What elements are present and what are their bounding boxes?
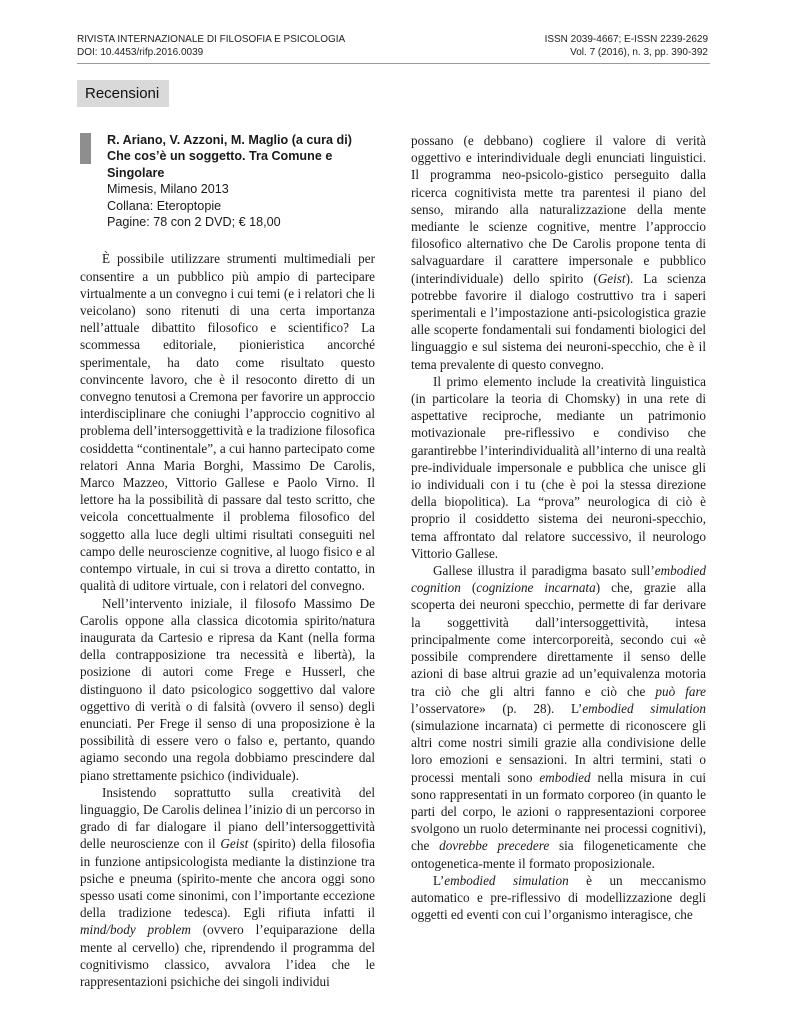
text-run: (simulazione incarnata) ci permette di riconoscere gli altri come nostri simili grazie alla condivisione delle loro emozioni e sensazioni. In altri termini, stati o processi mentali sono <box>411 717 706 785</box>
issn: ISSN 2039-4667; E-ISSN 2239-2629 <box>544 34 708 45</box>
book-pages: Pagine: 78 con 2 DVD; € 18,00 <box>107 215 281 230</box>
text-run: Gallese illustra il paradigma basato sull’ <box>433 563 655 579</box>
italic-text: embodied simulation <box>444 872 569 888</box>
body-paragraph <box>411 562 706 872</box>
book-authors: R. Ariano, V. Azzoni, M. Maglio (a cura di) <box>107 133 352 147</box>
italic-text: embodied <box>539 769 591 785</box>
text-run: Nell’intervento iniziale, il filosofo Massimo De Carolis oppone alla classica dicotomia spirito/natura inaugurata da Cartesio e ripresa da Kant (nella forma della contrapposizione tra necessità e libertà), la posizione di autori come Frege e Husserl, che distinguono il dato psicologico soggettivo dal valore oggettivo di verità o di falsità (ovvero il senso) degli enunciati. Per Frege il senso di una proposizione è la possibilità di essere vero o falso e, pertanto, quando agiamo secondo una regola dobbiamo prescindere dal piano strettamente psichico (individuale). <box>80 595 375 783</box>
body-paragraph <box>411 132 706 373</box>
header-right <box>545 33 708 59</box>
volume-info: Vol. 7 (2016), n. 3, pp. 390-392 <box>570 47 708 58</box>
text-run: (ovvero l’equiparazione della mente al cervello) che, riprendendo il programma del cognitivismo classico, avvalora l’idea che le rappresentazioni psichiche dei singoli individui <box>80 922 376 989</box>
text-run: (spirito) della filosofia in funzione antipsicologista mediante la distinzione tra psiche e pneuma (spirito-mente che ancora oggi sono spesso usati come sinonimi, con l’importante eccezione della tradizione tedesca). Egli rifiuta infatti il <box>80 836 375 921</box>
body-paragraph <box>411 373 706 562</box>
text-run: possano (e debbano) cogliere il valore di verità oggettivo e interindividuale degli enunciati linguistici. Il programma neo-psicolo-gistico perseguito dalla ricerca cognitivista mette tra parentesi il piano del senso, mirando alla naturalizzazione della mente mediante le scienze cognitive, mentre l’approccio filosofico alternativo che De Carolis propone tenta di salvaguardare il carattere impersonale e pubblico (interindividuale) dello spirito ( <box>411 133 706 286</box>
text-run: Insistendo soprattutto sulla creatività del linguaggio, De Carolis delinea l’inizio di un percorso in grado di far dialogare il piano dell’intersoggettività delle neuroscienze con il <box>80 784 375 852</box>
book-publisher: Mimesis, Milano 2013 <box>107 182 229 197</box>
body-paragraph <box>80 250 375 594</box>
italic-text: mind/body problem <box>80 922 191 938</box>
text-run: nella misura in cui sono rappresentati in un formato corporeo (in quanto le parti del corpo, le azioni o rappresentazioni corporee svolgono un ruolo determinante nei processi cognitivi), che <box>411 769 706 854</box>
body-paragraph <box>80 784 375 990</box>
text-run: ) che, grazie alla scoperta dei neuroni specchio, permette di far derivare la soggettività dall’intersoggettività, intesa principalmente come intercorporeità, secondo cui «è possibile comprendere direttamente il senso delle azioni di base altrui grazie ad un’equivalenza motoria tra ciò che gli altri fanno e ciò che <box>411 580 707 699</box>
text-run: L’ <box>433 872 445 888</box>
body-paragraph <box>411 872 706 924</box>
text-run: è un meccanismo automatico e pre-riflessivo di modellizzazione degli oggetti ed eventi con cui l’organismo interagisce, che <box>411 872 706 923</box>
doi: DOI: 10.4453/rifp.2016.0039 <box>77 47 204 58</box>
book-series: Collana: Eteroptopie <box>107 198 222 213</box>
body-paragraph <box>80 595 375 784</box>
text-run: È possibile utilizzare strumenti multimediali per consentire a un pubblico più ampio di partecipare virtualmente a un convegno i cui temi (e i relatori che li veicolano) sono ritenuti di una certa importanza nell’attuale dibattito filosofico e scientifico? La scommessa editoriale, pionieristica ancorché sperimentale, ha dato come risultato questo convincente lavoro, che è il resoconto diretto di un convegno tenutosi a Cremona per favorire un approccio interdisciplinare che coniughi l’approccio cognitivo al problema dell’intersoggettività e la tradizione filosofica cosiddetta “continentale”, a cui hanno partecipato come relatori Anna Maria Borghi, Massimo De Carolis, Marco Mazzeo, Vittorio Gallese e Paolo Virno. Il lettore ha la possibilità di passare dal testo scritto, che veicola concettualmente il problema filosofico del soggetto alla luce degli ultimi risultati conseguiti nel campo delle neuroscienze cognitive, al luogo fisico e al contempo virtuale, in cui si trova a diretto contatto, in qualità di uditore virtuale, con i relatori del convegno. <box>80 251 375 594</box>
column-right <box>411 132 706 923</box>
text-run: l’osservatore» (p. 28). L’ <box>411 700 583 716</box>
header-rule <box>77 63 710 64</box>
book-title: Che cos’è un soggetto. Tra Comune e Singolare <box>107 149 333 180</box>
text-run: ( <box>460 580 477 596</box>
italic-text: Geist <box>597 270 626 286</box>
column-left <box>80 132 375 990</box>
italic-text: cognizione incarnata <box>476 580 596 596</box>
italic-text: embodied simulation <box>582 700 706 716</box>
italic-text: embodied cognition <box>411 563 706 596</box>
text-run: Il primo elemento include la creatività linguistica (in particolare la teoria di Chomsky) in una rete di aspettative reciproche, mediante un patrimonio motivazionale pre-riflessivo e condiviso che garantirebbe l’interindividualità all’interno di una realtà pre-individuale impersonale e pubblica che unisce gli io individuali con i tu (che è poi la stessa direzione della biopolitica). La “prova” neurologica di ciò è proprio il cosiddetto sistema dei neuroni-specchio, tema affrontato dal relatore successivo, il neurologo Vittorio Gallese. <box>411 373 706 561</box>
italic-text: Geist <box>220 836 249 852</box>
book-info <box>80 132 375 230</box>
text-run: ). La scienza potrebbe favorire il dialogo costruttivo tra i saperi sperimentali e l’impostazione anti-psicologistica grazie alle scoperte fondamentali sui fondamenti biologici del linguaggio e sul sistema dei neuroni-specchio, che è il tema prevalente di questo convegno. <box>411 270 706 372</box>
journal-name: RIVISTA INTERNAZIONALE DI FILOSOFIA E PSICOLOGIA <box>77 34 346 45</box>
text-run: sia filogeneticamente che ontogenetica-mente il formato proposizionale. <box>411 838 706 871</box>
header-left <box>77 33 345 59</box>
italic-text: può fare <box>655 683 706 699</box>
book-marker <box>80 133 91 164</box>
italic-text: dovrebbe precedere <box>439 838 550 854</box>
section-label: Recensioni <box>77 80 169 107</box>
